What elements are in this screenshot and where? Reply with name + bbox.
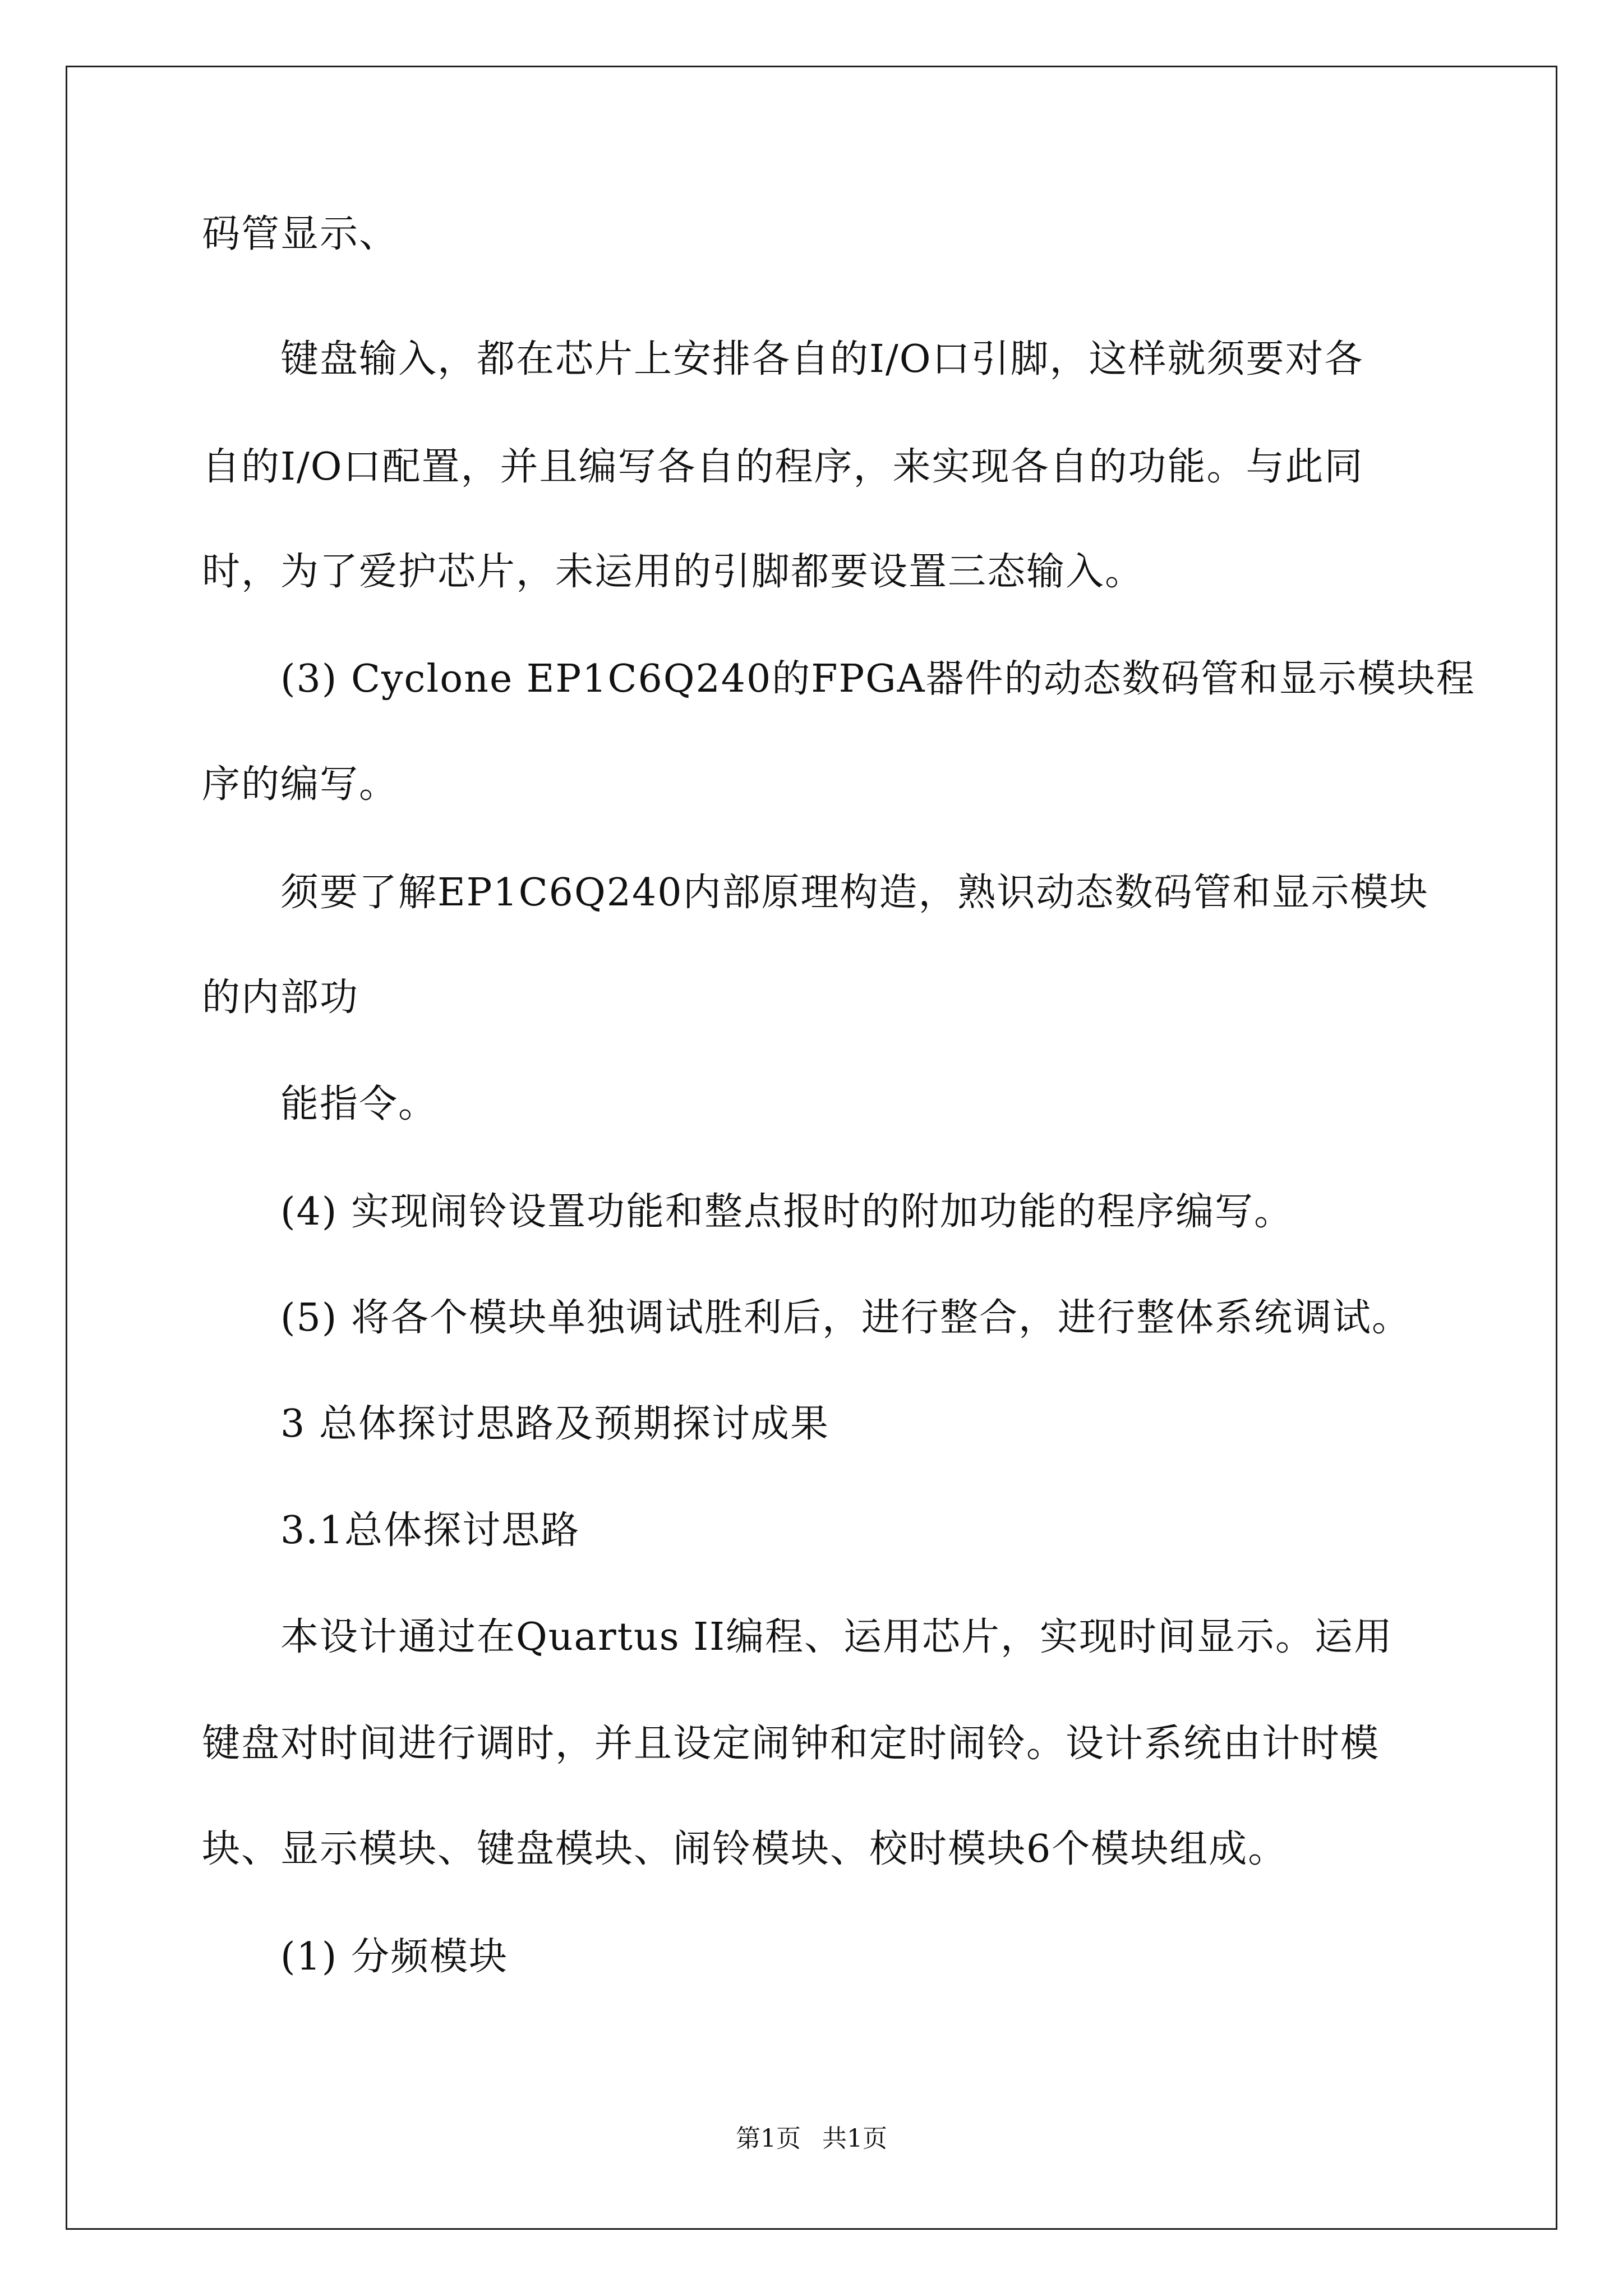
text-line: (4) 实现闹铃设置功能和整点报时的附加功能的程序编写。 (280, 1190, 1293, 1234)
page-footer (0, 2123, 1623, 2155)
text-line: 键盘输入，都在芯片上安排各自的I/O口引脚，这样就须要对各 (280, 337, 1364, 381)
page-border (66, 66, 1557, 2230)
text-line: 须要了解EP1C6Q240内部原理构造，熟识动态数码管和显示模块 (280, 871, 1429, 915)
text-line: (3) Cyclone EP1C6Q240的FPGA器件的动态数码管和显示模块程 (280, 657, 1476, 701)
text-line: 本设计通过在Quartus II编程、运用芯片，实现时间显示。运用 (280, 1615, 1393, 1659)
text-line: 码管显示、 (202, 212, 399, 256)
text-line: 序的编写。 (202, 762, 399, 807)
text-line: 的内部功 (202, 976, 359, 1020)
text-line: (5) 将各个模块单独调试胜利后，进行整合，进行整体系统调试。 (280, 1296, 1411, 1340)
text-line: (1) 分频模块 (280, 1935, 508, 1979)
text-line: 键盘对时间进行调时，并且设定闹钟和定时闹铃。设计系统由计时模 (202, 1722, 1380, 1766)
text-line: 块、显示模块、键盘模块、闹铃模块、校时模块6个模块组成。 (202, 1827, 1288, 1871)
page-number: 第1页 (736, 2124, 801, 2153)
text-line: 能指令。 (280, 1082, 438, 1126)
text-line: 时，为了爱护芯片，未运用的引脚都要设置三态输入。 (202, 550, 1145, 594)
page-total: 共1页 (822, 2124, 887, 2153)
subsection-heading: 3.1总体探讨思路 (280, 1508, 580, 1553)
section-heading: 3 总体探讨思路及预期探讨成果 (280, 1402, 829, 1446)
text-line: 自的I/O口配置，并且编写各自的程序，来实现各自的功能。与此同 (202, 445, 1364, 489)
